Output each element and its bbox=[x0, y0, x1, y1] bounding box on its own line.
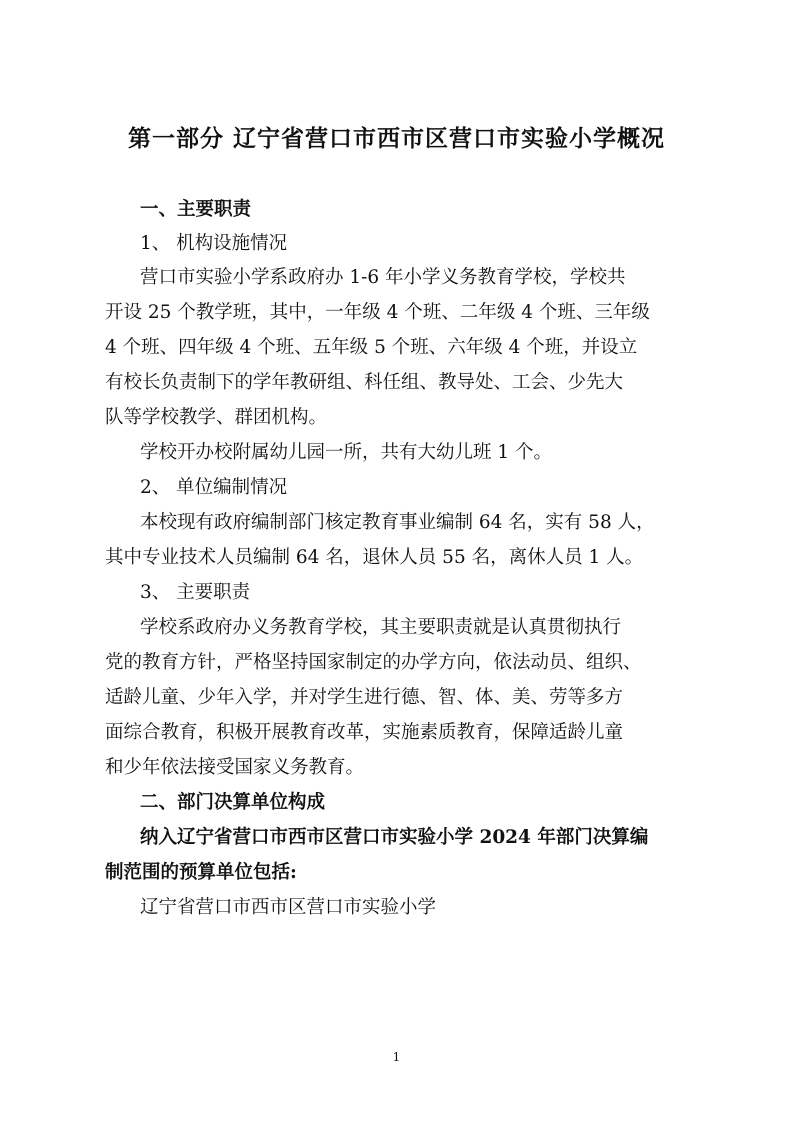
paragraph-line: 有校长负责制下的学年教研组、科任组、教导处、工会、少先大 bbox=[105, 372, 624, 393]
section-1-heading: 一、主要职责 bbox=[140, 199, 252, 220]
paragraph-line: 制范围的预算单位包括: bbox=[105, 862, 297, 883]
subsection-3-heading: 3、 主要职责 bbox=[140, 582, 251, 603]
paragraph-line: 学校系政府办义务教育学校，其主要职责就是认真贯彻执行 bbox=[140, 617, 622, 638]
page-title: 第一部分 辽宁省营口市西市区营口市实验小学概况 bbox=[127, 125, 665, 152]
paragraph-line: 和少年依法接受国家义务教育。 bbox=[105, 757, 365, 778]
paragraph-line: 营口市实验小学系政府办 1-6 年小学义务教育学校，学校共 bbox=[140, 267, 626, 288]
paragraph-line: 适龄儿童、少年入学，并对学生进行德、智、体、美、劳等多方 bbox=[105, 687, 624, 708]
page-number: 1 bbox=[392, 1050, 401, 1064]
unit-name: 辽宁省营口市西市区营口市实验小学 bbox=[140, 897, 437, 918]
subsection-2-heading: 2、 单位编制情况 bbox=[140, 477, 288, 498]
subsection-1-heading: 1、 机构设施情况 bbox=[140, 233, 288, 254]
paragraph-line: 4 个班、四年级 4 个班、五年级 5 个班、六年级 4 个班，并设立 bbox=[105, 337, 638, 358]
paragraph-line: 党的教育方针，严格坚持国家制定的办学方向，依法动员、组织、 bbox=[105, 652, 642, 673]
paragraph-line: 开设 25 个教学班，其中，一年级 4 个班、二年级 4 个班、三年级 bbox=[105, 302, 650, 323]
paragraph-line: 学校开办校附属幼儿园一所，共有大幼儿班 1 个。 bbox=[140, 442, 553, 463]
section-2-heading: 二、部门决算单位构成 bbox=[140, 792, 326, 813]
paragraph-line: 本校现有政府编制部门核定教育事业编制 64 名，实有 58 人， bbox=[140, 512, 655, 533]
paragraph-line: 其中专业技术人员编制 64 名，退休人员 55 名，离休人员 1 人。 bbox=[105, 547, 644, 568]
paragraph-line: 纳入辽宁省营口市西市区营口市实验小学 2024 年部门决算编 bbox=[140, 827, 649, 848]
paragraph-line: 面综合教育，积极开展教育改革，实施素质教育，保障适龄儿童 bbox=[105, 722, 624, 743]
paragraph-line: 队等学校教学、群团机构。 bbox=[105, 407, 328, 428]
